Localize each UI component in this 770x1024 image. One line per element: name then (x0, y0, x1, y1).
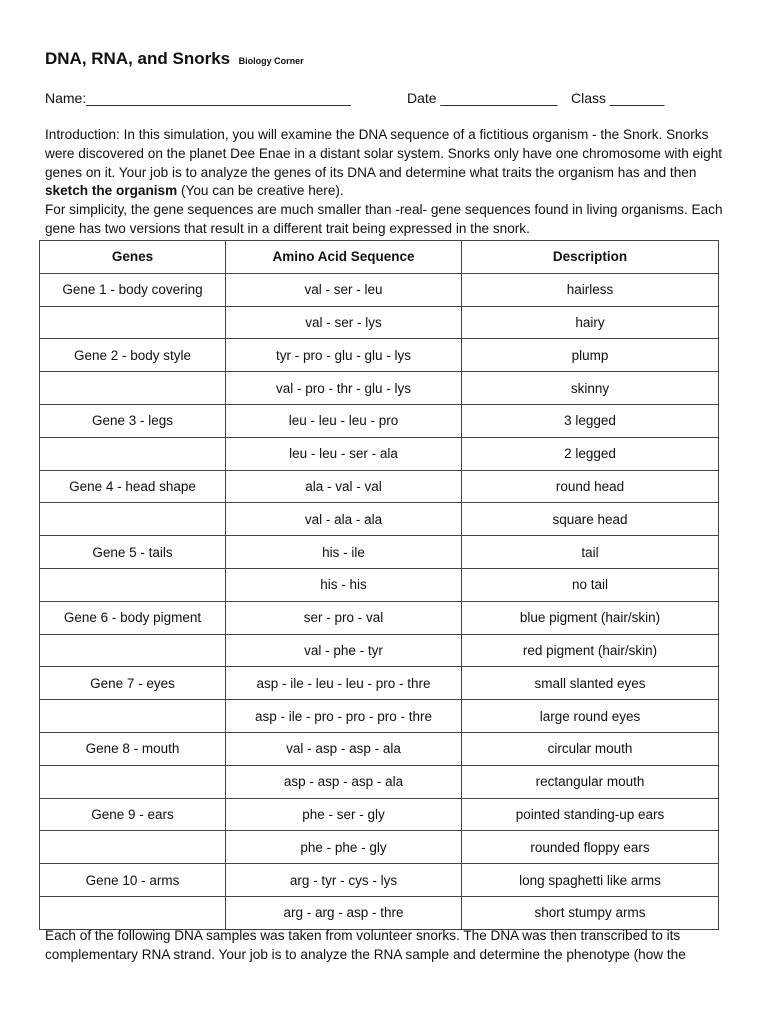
cell-sequence: leu - leu - ser - ala (226, 437, 462, 470)
table-row (40, 601, 719, 634)
cell-sequence: arg - arg - asp - thre (226, 896, 462, 929)
cell-sequence: asp - asp - asp - ala (226, 765, 462, 798)
cell-gene: Gene 9 - ears (40, 798, 226, 831)
table-row (40, 536, 719, 569)
table-row (40, 864, 719, 897)
cell-description: tail (462, 536, 719, 569)
table-row (40, 503, 719, 536)
cell-sequence: leu - leu - leu - pro (226, 404, 462, 437)
cell-gene: Gene 8 - mouth (40, 732, 226, 765)
instructions-paragraph: Each of the following DNA samples was taken from volunteer snorks. The DNA was then transcribed to its complementary RNA strand. Your job is to analyze the RNA sample and determine the phenotype (how the (45, 928, 686, 962)
header-amino-acid-sequence: Amino Acid Sequence (226, 241, 462, 274)
cell-gene (40, 634, 226, 667)
cell-gene (40, 503, 226, 536)
table-row (40, 306, 719, 339)
table-row (40, 667, 719, 700)
cell-description: circular mouth (462, 732, 719, 765)
cell-gene: Gene 3 - legs (40, 404, 226, 437)
cell-sequence: his - ile (226, 536, 462, 569)
cell-sequence: val - asp - asp - ala (226, 732, 462, 765)
table-row (40, 372, 719, 405)
header-genes: Genes (40, 241, 226, 274)
table-row (40, 896, 719, 929)
table-row (40, 273, 719, 306)
introduction (45, 126, 735, 239)
cell-gene (40, 372, 226, 405)
class-field[interactable]: Class _______ (571, 90, 665, 106)
cell-gene: Gene 6 - body pigment (40, 601, 226, 634)
cell-sequence: val - ser - leu (226, 273, 462, 306)
cell-description: 2 legged (462, 437, 719, 470)
cell-gene (40, 831, 226, 864)
cell-gene (40, 700, 226, 733)
cell-description: rounded floppy ears (462, 831, 719, 864)
cell-gene (40, 896, 226, 929)
cell-description: no tail (462, 568, 719, 601)
cell-sequence: ser - pro - val (226, 601, 462, 634)
intro-text-after: (You can be creative here). (177, 183, 344, 199)
table-row (40, 568, 719, 601)
cell-gene (40, 765, 226, 798)
header-description: Description (462, 241, 719, 274)
table-row (40, 470, 719, 503)
cell-description: short stumpy arms (462, 896, 719, 929)
cell-gene (40, 306, 226, 339)
table-row (40, 831, 719, 864)
cell-sequence: val - ala - ala (226, 503, 462, 536)
intro-text-before: Introduction: In this simulation, you will examine the DNA sequence of a fictitious organism - the Snork. Snorks were discovered on the planet Dee Enae in a distant solar system. Snorks only have one chromosome with eight genes on it. Your job is to analyze the genes of its DNA and determine what traits the organism has and then (45, 127, 723, 180)
cell-sequence: tyr - pro - glu - glu - lys (226, 339, 462, 372)
cell-sequence: val - ser - lys (226, 306, 462, 339)
table-row (40, 404, 719, 437)
cell-sequence: asp - ile - pro - pro - pro - thre (226, 700, 462, 733)
cell-gene: Gene 7 - eyes (40, 667, 226, 700)
cell-sequence: asp - ile - leu - leu - pro - thre (226, 667, 462, 700)
table-row (40, 732, 719, 765)
gene-table (39, 240, 719, 930)
cell-description: small slanted eyes (462, 667, 719, 700)
cell-description: hairless (462, 273, 719, 306)
cell-gene: Gene 2 - body style (40, 339, 226, 372)
cell-description: hairy (462, 306, 719, 339)
cell-description: large round eyes (462, 700, 719, 733)
page-title-row (45, 49, 304, 69)
intro-bold-text: sketch the organism (45, 183, 178, 199)
cell-description: pointed standing-up ears (462, 798, 719, 831)
cell-description: round head (462, 470, 719, 503)
cell-gene: Gene 10 - arms (40, 864, 226, 897)
cell-gene (40, 437, 226, 470)
table-header-row (40, 241, 719, 274)
cell-description: 3 legged (462, 404, 719, 437)
cell-sequence: his - his (226, 568, 462, 601)
table-row (40, 634, 719, 667)
page-title: DNA, RNA, and Snorks (45, 49, 231, 68)
cell-description: rectangular mouth (462, 765, 719, 798)
cell-sequence: arg - tyr - cys - lys (226, 864, 462, 897)
date-field[interactable]: Date _______________ (407, 90, 558, 106)
table-row (40, 437, 719, 470)
cell-sequence: val - phe - tyr (226, 634, 462, 667)
name-field[interactable]: Name:__________________________________ (45, 90, 351, 106)
cell-description: skinny (462, 372, 719, 405)
cell-gene: Gene 4 - head shape (40, 470, 226, 503)
cell-gene (40, 568, 226, 601)
table-row (40, 339, 719, 372)
cell-sequence: val - pro - thr - glu - lys (226, 372, 462, 405)
cell-gene: Gene 1 - body covering (40, 273, 226, 306)
table-row (40, 765, 719, 798)
cell-description: long spaghetti like arms (462, 864, 719, 897)
cell-description: square head (462, 503, 719, 536)
cell-gene: Gene 5 - tails (40, 536, 226, 569)
intro-paragraph-1 (45, 126, 735, 201)
cell-sequence: ala - val - val (226, 470, 462, 503)
cell-description: red pigment (hair/skin) (462, 634, 719, 667)
cell-description: blue pigment (hair/skin) (462, 601, 719, 634)
cell-sequence: phe - phe - gly (226, 831, 462, 864)
intro-paragraph-2: For simplicity, the gene sequences are much smaller than -real- gene sequences found in living organisms. Each gene has two versions that result in a different trait being expressed in the snork. (45, 202, 723, 236)
page-subtitle: Biology Corner (238, 56, 304, 66)
table-row (40, 798, 719, 831)
cell-description: plump (462, 339, 719, 372)
cell-sequence: phe - ser - gly (226, 798, 462, 831)
table-row (40, 700, 719, 733)
